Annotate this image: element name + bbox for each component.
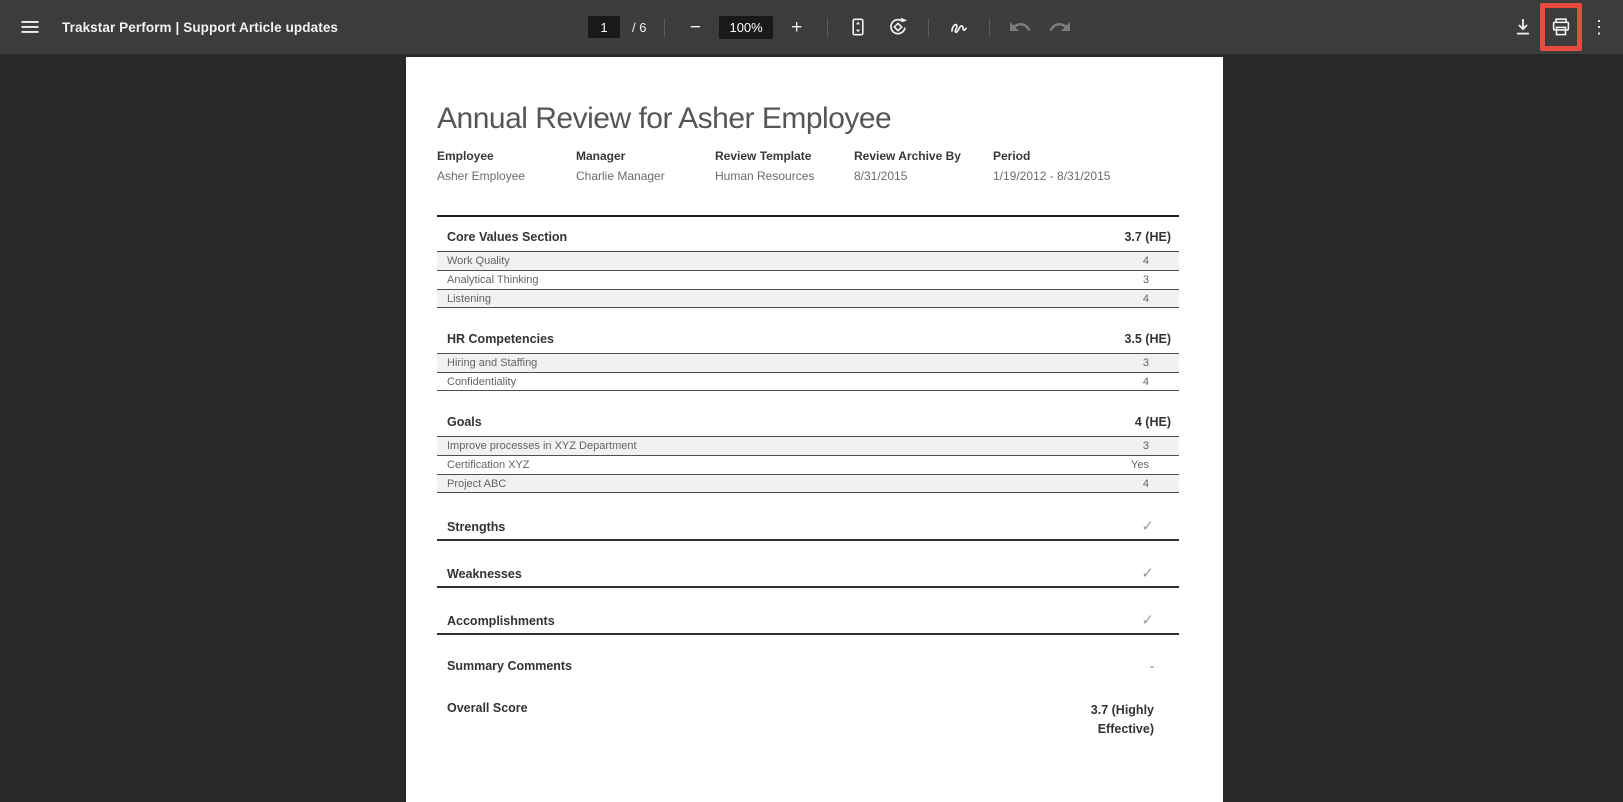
- toolbar-separator: [928, 18, 929, 36]
- row-summary-comments: Summary Comments -: [447, 659, 1154, 673]
- table-row: Project ABC 4: [437, 474, 1179, 493]
- document-title-bar: Trakstar Perform | Support Article updates: [62, 19, 339, 35]
- table-row: Analytical Thinking 3: [437, 270, 1179, 289]
- print-icon: [1549, 15, 1573, 39]
- section-name: Goals: [447, 415, 482, 429]
- undo-button[interactable]: [1002, 9, 1038, 45]
- print-button[interactable]: [1543, 9, 1579, 45]
- section-name: Core Values Section: [447, 230, 568, 244]
- check-icon: ✓: [1141, 565, 1154, 582]
- zoom-in-button[interactable]: +: [791, 16, 803, 38]
- table-row: Listening 4: [437, 289, 1179, 308]
- table-row: Improve processes in XYZ Department 3: [437, 436, 1179, 455]
- section-score: 4 (HE): [1134, 415, 1171, 429]
- row-accomplishments: Accomplishments ✓: [437, 613, 1179, 635]
- toolbar-separator: [664, 18, 665, 36]
- section-hr-competencies: [437, 332, 1179, 391]
- redo-button[interactable]: [1042, 9, 1078, 45]
- download-button[interactable]: [1505, 9, 1541, 45]
- meta-employee: Employee Asher Employee: [437, 149, 526, 183]
- rotate-counterclockwise-icon: [886, 15, 910, 39]
- meta-review-archive-by: Review Archive By 8/31/2015: [854, 149, 961, 183]
- row-overall-score: Overall Score 3.7 (Highly Effective): [437, 701, 1179, 739]
- table-row: Hiring and Staffing 3: [437, 353, 1179, 372]
- annotate-button[interactable]: [941, 9, 977, 45]
- section-score: 3.5 (HE): [1124, 332, 1171, 346]
- meta-manager: Manager Charlie Manager: [576, 149, 665, 183]
- rotate-button[interactable]: [880, 9, 916, 45]
- section-header: [437, 230, 1179, 251]
- section-rows: [437, 436, 1179, 493]
- print-button-wrapper: [1543, 9, 1579, 45]
- section-score: 3.7 (HE): [1124, 230, 1171, 244]
- toolbar-separator: [989, 18, 990, 36]
- toolbar-left-group: [12, 0, 338, 54]
- page-number-input[interactable]: [588, 16, 620, 38]
- page-count-label: / 6: [632, 19, 647, 35]
- table-row: Certification XYZ Yes: [437, 455, 1179, 474]
- overall-score-value: 3.7 (Highly Effective): [1090, 703, 1154, 736]
- section-header: [437, 332, 1179, 353]
- zoom-level-badge: 100%: [719, 16, 772, 39]
- row-strengths: Strengths ✓: [437, 519, 1179, 541]
- section-header: [437, 415, 1179, 436]
- row-weaknesses: Weaknesses ✓: [437, 566, 1179, 588]
- page-title: Annual Review for Asher Employee: [437, 102, 892, 135]
- meta-period: Period 1/19/2012 - 8/31/2015: [993, 149, 1111, 183]
- pdf-page: [406, 57, 1223, 802]
- summary-value: -: [1150, 659, 1154, 673]
- download-icon: [1511, 15, 1535, 39]
- hamburger-icon: [19, 16, 41, 38]
- table-row: Confidentiality 4: [437, 372, 1179, 391]
- pdf-toolbar: [0, 0, 1623, 54]
- fit-to-page-icon: [846, 15, 870, 39]
- section-goals: [437, 415, 1179, 493]
- toolbar-right-group: [1505, 0, 1617, 54]
- check-icon: ✓: [1141, 518, 1154, 535]
- menu-button[interactable]: [12, 9, 48, 45]
- fit-to-page-button[interactable]: [840, 9, 876, 45]
- pdf-viewport[interactable]: [0, 54, 1623, 802]
- review-meta-row: [437, 149, 1179, 183]
- check-icon: ✓: [1141, 612, 1154, 629]
- meta-review-template: Review Template Human Resources: [715, 149, 815, 183]
- table-row: Work Quality 4: [437, 251, 1179, 270]
- section-core-values: [437, 230, 1179, 308]
- annotate-pen-icon: [947, 15, 971, 39]
- section-name: HR Competencies: [447, 332, 554, 346]
- toolbar-separator: [827, 18, 828, 36]
- zoom-out-button[interactable]: −: [689, 16, 702, 38]
- redo-icon: [1048, 15, 1072, 39]
- more-options-button[interactable]: ⋮: [1590, 17, 1608, 37]
- section-rows: [437, 353, 1179, 391]
- toolbar-center-group: [588, 0, 1078, 54]
- section-rows: [437, 251, 1179, 308]
- undo-icon: [1008, 15, 1032, 39]
- table-top-rule: [437, 215, 1179, 217]
